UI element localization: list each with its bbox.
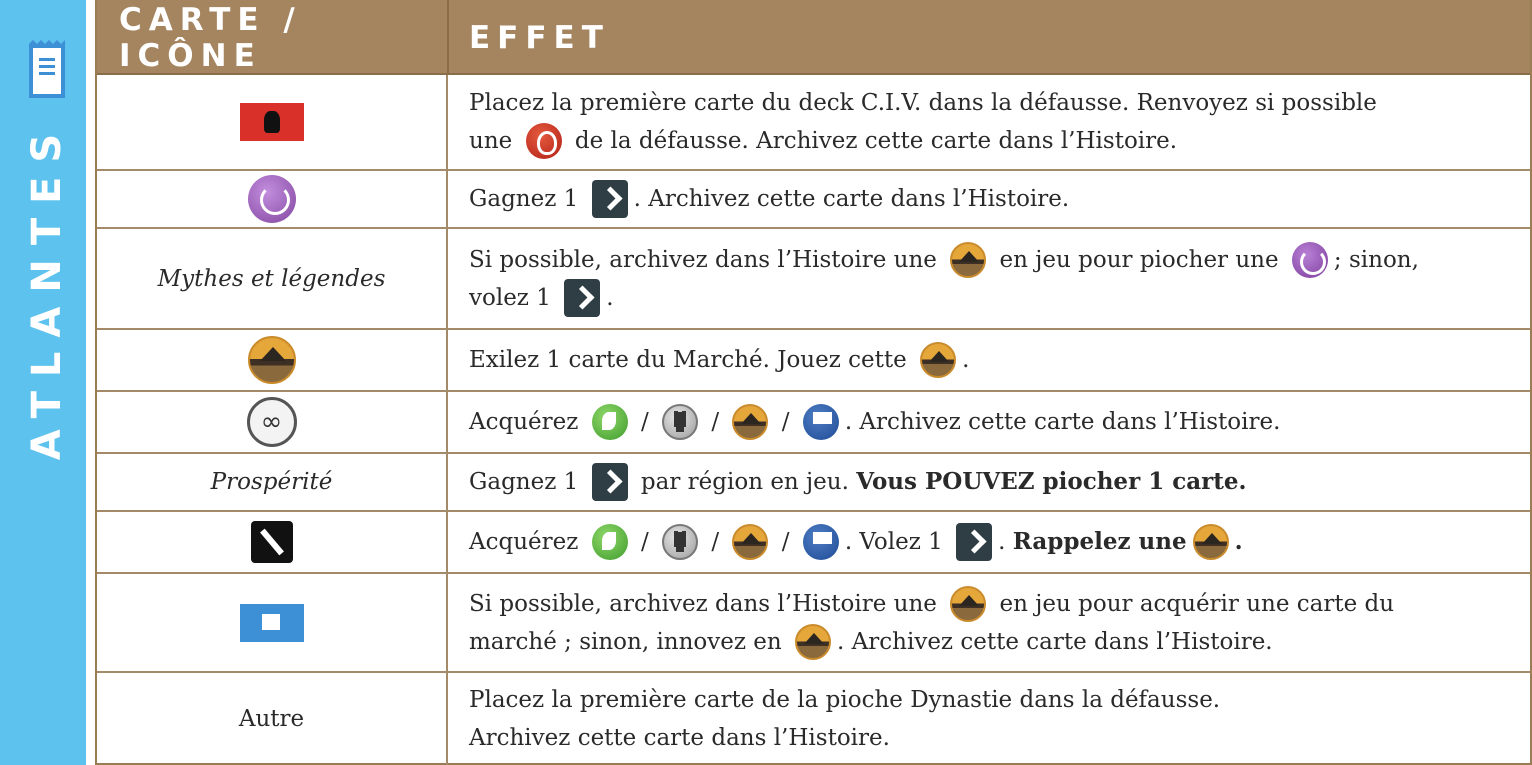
card-cell bbox=[97, 229, 448, 328]
effect-text: . bbox=[998, 529, 1013, 555]
table-row bbox=[97, 454, 1530, 512]
effect-line bbox=[469, 681, 1510, 719]
card-label: Autre bbox=[238, 706, 305, 732]
card-cell bbox=[97, 454, 448, 510]
card-cell bbox=[97, 673, 448, 765]
effect-text: une bbox=[469, 128, 520, 154]
table-row bbox=[97, 330, 1530, 392]
sidebar bbox=[0, 0, 86, 765]
infinity-icon: ∞ bbox=[247, 397, 297, 447]
card-cell bbox=[97, 512, 448, 572]
flag-icon bbox=[803, 404, 839, 440]
flag-icon bbox=[803, 524, 839, 560]
effect-line bbox=[469, 623, 1510, 661]
effect-cell bbox=[469, 229, 1510, 328]
leaf-icon bbox=[592, 524, 628, 560]
progress-icon bbox=[592, 180, 628, 218]
table-row bbox=[97, 512, 1530, 574]
effect-text: Si possible, archivez dans l’Histoire une bbox=[469, 590, 945, 617]
effect-text: en jeu pour piocher une bbox=[992, 246, 1286, 273]
card-cell bbox=[97, 574, 448, 671]
effect-text: Archivez cette carte dans l’Histoire. bbox=[469, 725, 890, 751]
fire-icon bbox=[526, 123, 562, 159]
effect-line bbox=[469, 122, 1510, 160]
effect-text: Rappelez une bbox=[1012, 528, 1187, 555]
laurel-icon bbox=[1292, 242, 1328, 278]
effect-cell bbox=[469, 75, 1510, 169]
land-icon bbox=[920, 342, 956, 378]
effect-text: Placez la première carte du deck C.I.V. dans la défausse. Renvoyez si possible bbox=[469, 90, 1377, 116]
effect-text: / bbox=[633, 409, 657, 435]
progress-icon bbox=[956, 523, 992, 561]
effect-line bbox=[469, 463, 1510, 501]
effect-line bbox=[469, 585, 1510, 623]
land-icon bbox=[1193, 524, 1229, 560]
land-icon bbox=[248, 336, 296, 384]
card-label: Mythes et légendes bbox=[157, 265, 386, 292]
header-card: CARTE / ICÔNE bbox=[119, 1, 302, 74]
table-row bbox=[97, 75, 1530, 171]
effect-text: de la défausse. Archivez cette carte dans l’Histoire. bbox=[567, 128, 1178, 154]
table-row bbox=[97, 392, 1530, 454]
effect-text: Si possible, archivez dans l’Histoire une bbox=[469, 246, 945, 273]
table-row bbox=[97, 171, 1530, 229]
effect-cell bbox=[469, 330, 1510, 390]
table-row bbox=[97, 229, 1530, 330]
effect-line bbox=[469, 241, 1510, 279]
blue-card-icon bbox=[240, 604, 304, 642]
effect-text: par région en jeu. bbox=[633, 469, 857, 495]
effect-text: Placez la première carte de la pioche Dynastie dans la défausse. bbox=[469, 687, 1221, 713]
effect-cell bbox=[469, 512, 1510, 572]
effect-text: / bbox=[774, 409, 797, 435]
effect-text: Acquérez bbox=[469, 529, 586, 555]
red-axe-card-icon bbox=[240, 103, 304, 141]
effect-cell bbox=[469, 454, 1510, 510]
table-row bbox=[97, 673, 1530, 765]
card-label: Prospérité bbox=[210, 469, 333, 495]
effect-text: . bbox=[606, 284, 614, 311]
effect-text: . bbox=[962, 347, 970, 373]
effect-text: volez 1 bbox=[469, 284, 559, 311]
effect-line bbox=[469, 180, 1510, 218]
effect-cell bbox=[469, 574, 1510, 671]
card-cell bbox=[97, 171, 448, 227]
effect-cell bbox=[469, 392, 1510, 452]
land-icon bbox=[795, 624, 831, 660]
effect-text: ; sinon, bbox=[1333, 246, 1419, 273]
land-icon bbox=[732, 524, 768, 560]
effect-text: . bbox=[1234, 528, 1243, 555]
header-effect: EFFET bbox=[469, 19, 610, 56]
effect-text: / bbox=[774, 529, 797, 555]
effect-text: Acquérez bbox=[469, 409, 586, 435]
land-icon bbox=[950, 242, 986, 278]
table-header bbox=[97, 0, 1530, 75]
progress-icon bbox=[564, 279, 600, 317]
pillar-icon bbox=[662, 404, 698, 440]
sword-icon bbox=[251, 521, 293, 563]
effect-text: . Archivez cette carte dans l’Histoire. bbox=[844, 409, 1281, 435]
effect-text: / bbox=[704, 409, 727, 435]
effects-table bbox=[95, 0, 1532, 765]
effect-line bbox=[469, 341, 1510, 379]
effect-cell bbox=[469, 171, 1510, 227]
card-cell bbox=[97, 330, 448, 390]
land-icon bbox=[732, 404, 768, 440]
sidebar-title: ATLANTES bbox=[24, 119, 70, 461]
progress-icon bbox=[592, 463, 628, 501]
leaf-icon bbox=[592, 404, 628, 440]
effect-line bbox=[469, 84, 1510, 122]
effect-text: / bbox=[633, 529, 657, 555]
effect-text: . Volez 1 bbox=[844, 529, 951, 555]
effect-line bbox=[469, 279, 1510, 317]
laurel-icon bbox=[248, 175, 296, 223]
effect-cell bbox=[469, 673, 1510, 765]
effect-text: en jeu pour acquérir une carte du bbox=[992, 590, 1395, 617]
effect-text: . Archivez cette carte dans l’Histoire. bbox=[837, 628, 1273, 655]
effect-text: . Archivez cette carte dans l’Histoire. bbox=[633, 186, 1070, 212]
effect-text: Gagnez 1 bbox=[469, 469, 586, 495]
effect-text: Exilez 1 carte du Marché. Jouez cette bbox=[469, 347, 915, 373]
effect-line bbox=[469, 523, 1510, 561]
effect-text: / bbox=[704, 529, 727, 555]
card-cell bbox=[97, 392, 448, 452]
effect-line bbox=[469, 719, 1510, 757]
table-row bbox=[97, 574, 1530, 673]
blue-card-icon bbox=[25, 38, 69, 100]
effect-text: Gagnez 1 bbox=[469, 186, 586, 212]
pillar-icon bbox=[662, 524, 698, 560]
land-icon bbox=[950, 586, 986, 622]
effect-text: Vous POUVEZ piocher 1 carte. bbox=[856, 468, 1247, 495]
effect-text: marché ; sinon, innovez en bbox=[469, 628, 790, 655]
card-cell bbox=[97, 75, 448, 169]
effect-line bbox=[469, 403, 1510, 441]
